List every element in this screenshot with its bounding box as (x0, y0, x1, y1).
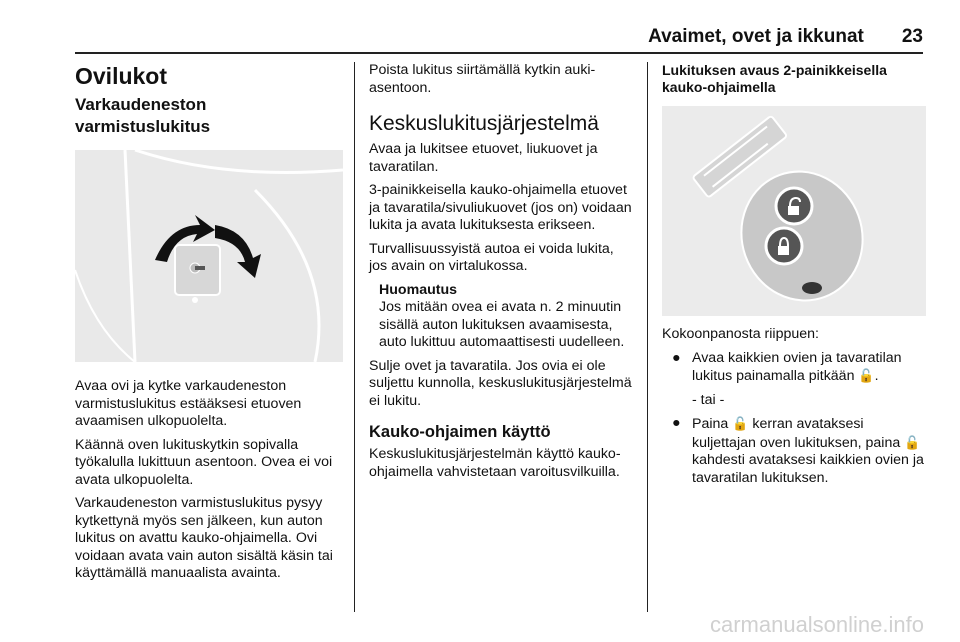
note-title: Huomautus (379, 281, 458, 298)
instruction-list (662, 350, 927, 386)
paragraph: Sulje ovet ja tavaratila. Jos ovia ei ole suljettu kunnolla, keskuslukitusjärjestelmä ei lukitu. (369, 357, 632, 409)
subsection-heading: Lukituksen avaus 2-painikkeisella kauko-ohjaimella (662, 62, 887, 95)
list-item: ● Paina 🔓 kerran avataksesi kuljettajan oven lukituksen, paina 🔓 kahdesti avataksesi kaikkien ovien ja tavaratilan lukituksen. (672, 415, 924, 486)
column-divider (647, 62, 648, 612)
door-lock-image (75, 150, 343, 362)
bullet-icon: ● (672, 415, 681, 431)
alternative-separator: - tai - (692, 391, 725, 408)
list-item: ● Avaa kaikkien ovien ja tavaratilan lukitus painamalla pitkään 🔓. (672, 349, 902, 384)
column-3 (662, 62, 927, 493)
remote-key-image (662, 106, 926, 316)
chapter-title: Avaimet, ovet ja ikkunat (648, 26, 864, 47)
door-lock-illustration (75, 150, 343, 362)
paragraph: Turvallisuussyistä autoa ei voida lukita, jos avain on virtalukossa. (369, 240, 614, 274)
paragraph: Varkaudeneston varmistuslukitus pysyy kytkettynä myös sen jälkeen, kun auton lukitus on avattu kauko-ohjaimella. Ovi voidaan avata vain auton sisältä käsin tai käyttämällä manuaalista avainta. (75, 495, 333, 581)
paragraph: Avaa ovi ja kytke varkaudeneston varmistuslukitus estääksesi etuoven avaamisen ulkopuolelta. (75, 378, 302, 429)
paragraph: Käännä oven lukituskytkin sopivalla työkalulla lukittuun asentoon. Ovea ei voi avata ulkopuolelta. (75, 436, 333, 488)
paragraph: Avaa ja lukitsee etuovet, liukuovet ja tavaratilan. (369, 141, 598, 175)
page-number: 23 (901, 26, 923, 47)
paragraph: Keskuslukitusjärjestelmän käyttö kauko-ohjaimella vahvistetaan varoitusvilkuilla. (369, 446, 621, 480)
paragraph: Poista lukitus siirtämällä kytkin auki-asentoon. (369, 62, 596, 96)
paragraph: 3-painikkeisella kauko-ohjaimella etuovet ja tavaratila/sivuliukuovet (jos on) voidaan lukita ja avata lukituksesta erikseen. (369, 182, 632, 233)
column-divider (354, 62, 355, 612)
remote-key-illustration (662, 106, 926, 316)
column-1 (75, 62, 343, 589)
watermark: carmanualsonline.info (709, 612, 924, 637)
paragraph: Kokoonpanosta riippuen: (662, 326, 819, 342)
section-heading: Keskuslukitusjärjestelmä (369, 112, 599, 135)
bullet-icon: ● (672, 349, 681, 366)
note-box (369, 282, 634, 352)
unlock-icon: 🔓 (858, 368, 875, 383)
page-header (75, 26, 923, 54)
instruction-list (662, 415, 927, 487)
section-title: Ovilukot (75, 63, 168, 89)
unlock-icon: 🔓 (904, 434, 921, 450)
subsection-title: Varkaudeneston varmistuslukitus (75, 95, 211, 136)
subsection-heading: Kauko-ohjaimen käyttö (369, 423, 551, 441)
note-text: Jos mitään ovea ei avata n. 2 minuutin sisällä auton lukituksen avaamisesta, auto lukittuu automaattisesti uudelleen. (379, 299, 625, 350)
unlock-icon: 🔓 (732, 416, 749, 431)
column-2 (369, 62, 634, 487)
